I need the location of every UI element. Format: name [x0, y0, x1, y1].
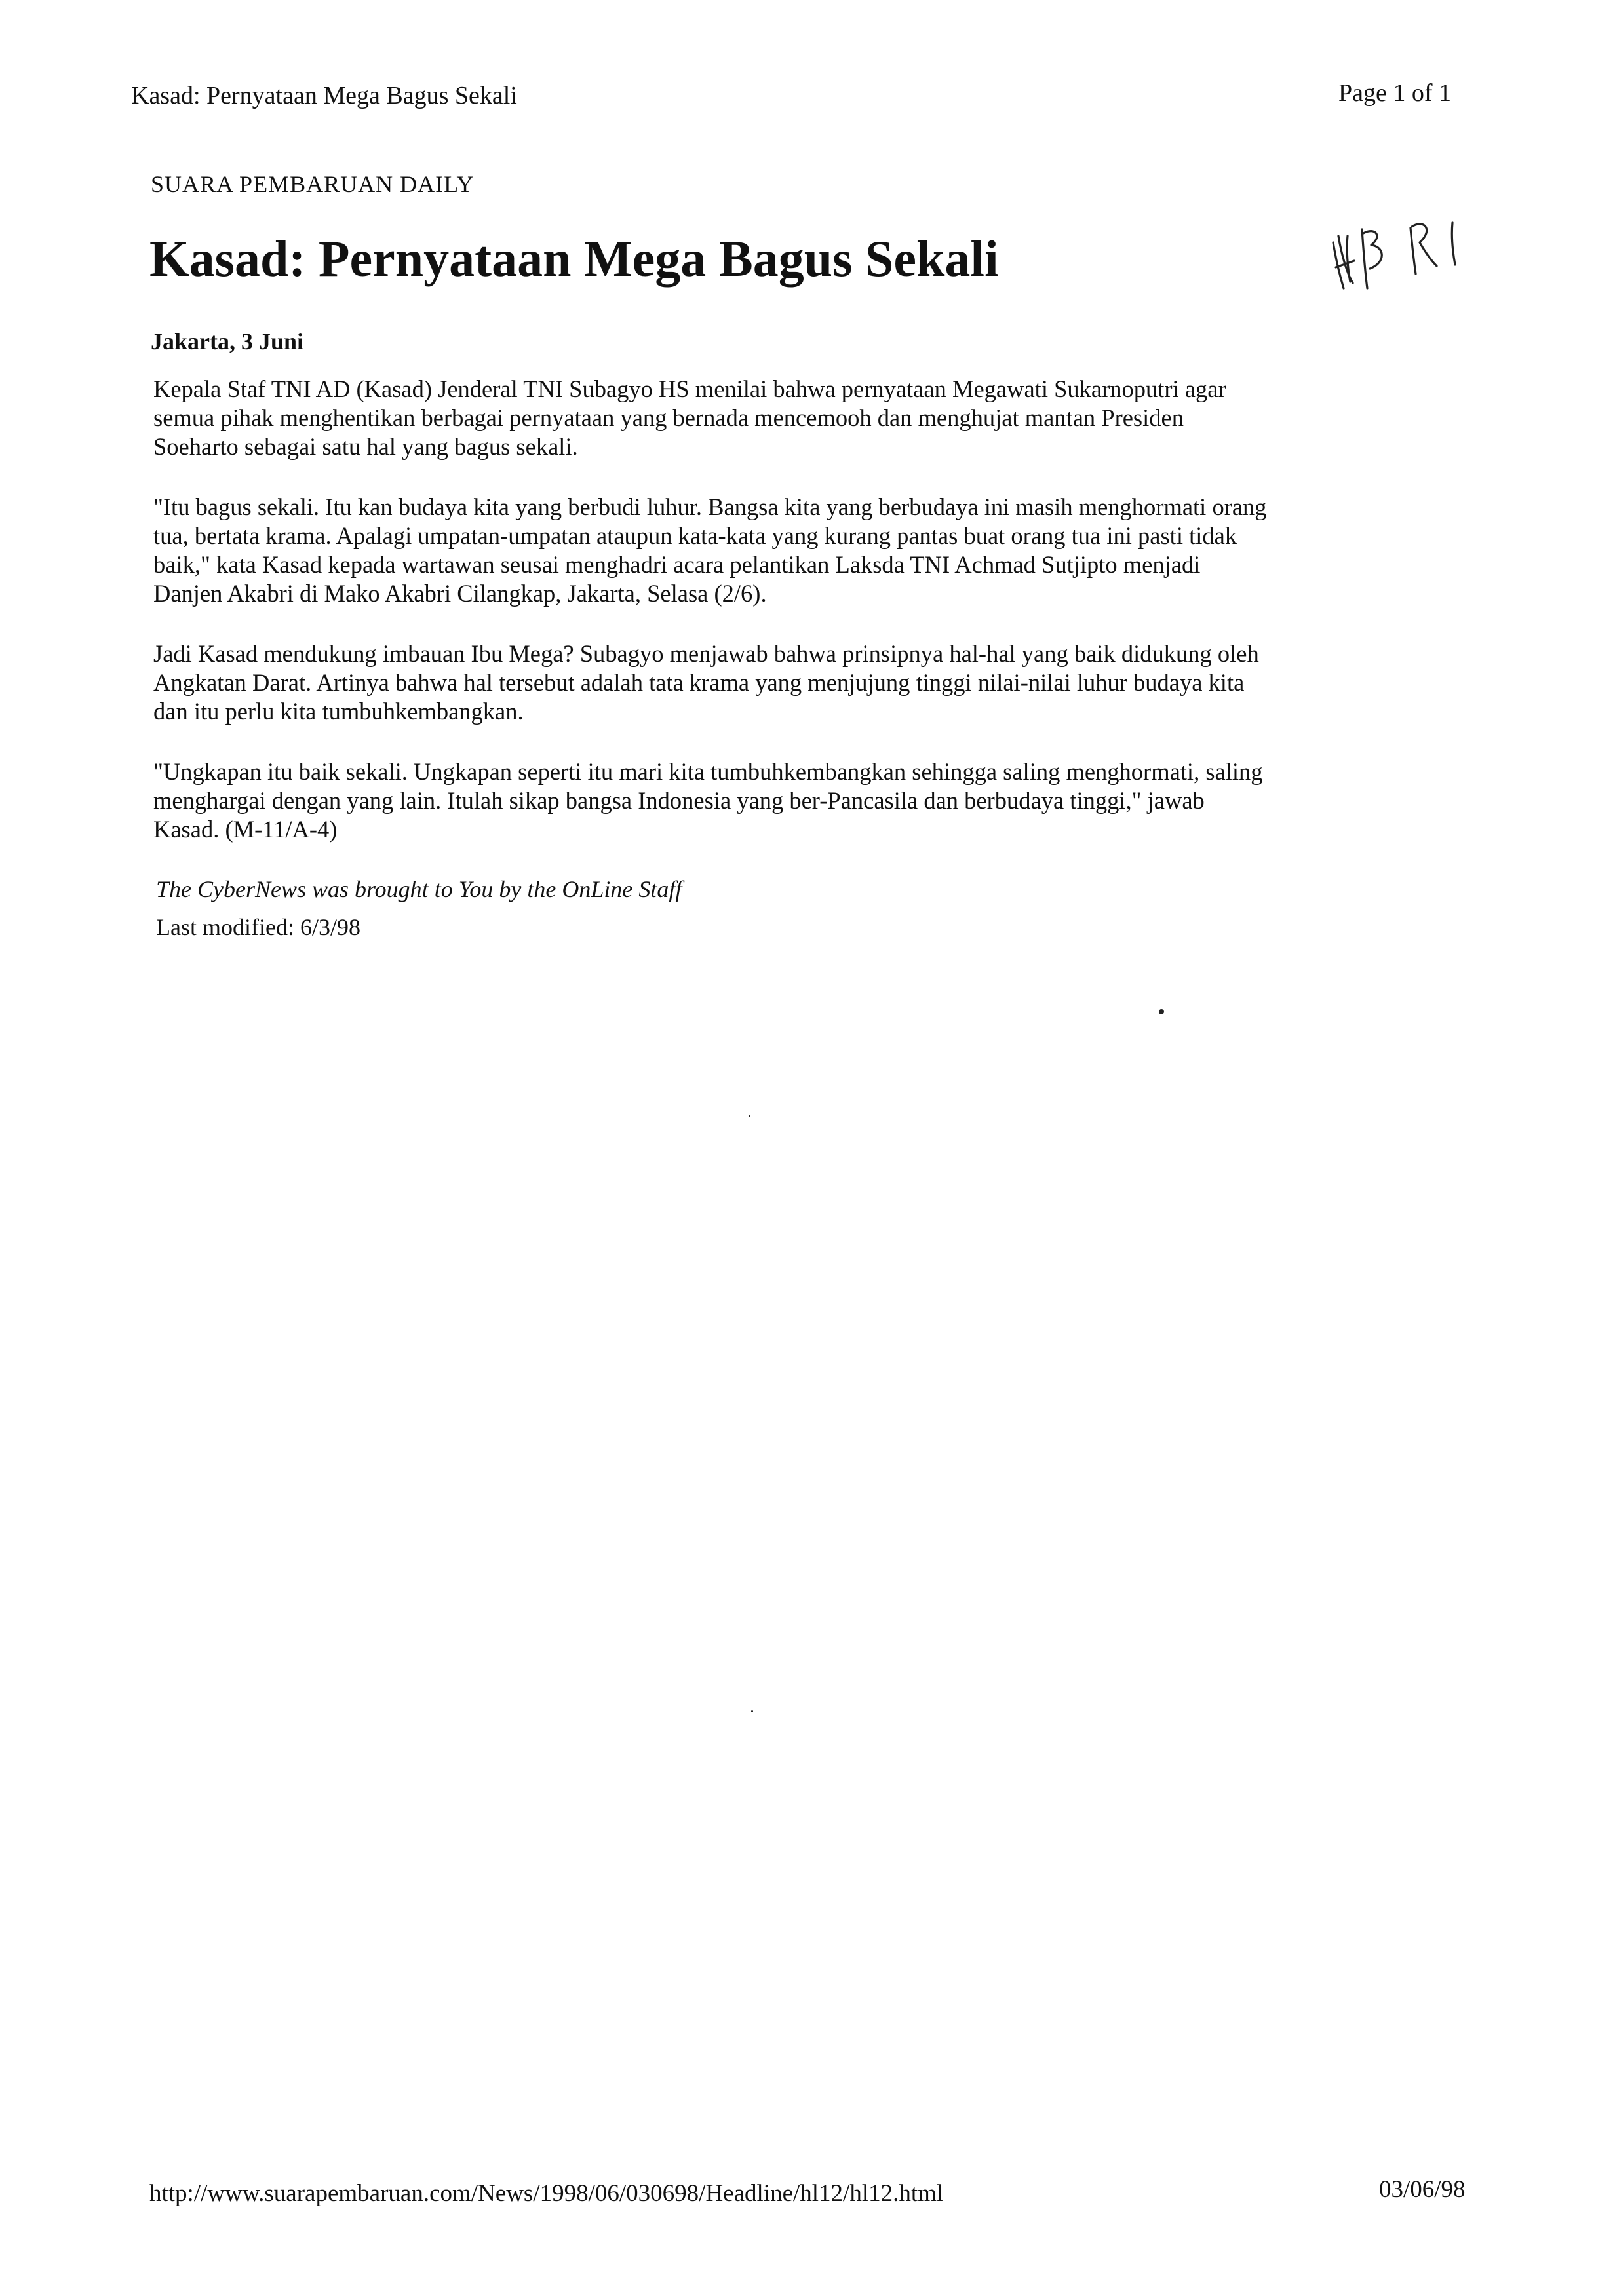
article-body	[153, 375, 1464, 875]
text-line: menghargai dengan yang lain. Itulah sikap bangsa Indonesia yang ber-Pancasila dan berbudaya tinggi," jawab	[153, 787, 1205, 814]
text-line: Jadi Kasad mendukung imbauan Ibu Mega? Subagyo menjawab bahwa prinsipnya hal-hal yang baik didukung oleh	[153, 640, 1259, 667]
scan-speck	[1159, 1009, 1164, 1014]
page-number: Page 1 of 1	[1338, 79, 1452, 107]
page-header-title: Kasad: Pernyataan Mega Bagus Sekali	[131, 82, 517, 109]
handwritten-note	[1324, 197, 1475, 301]
text-line: semua pihak menghentikan berbagai pernyataan yang bernada mencemooh dan menghujat mantan Presiden	[153, 404, 1184, 431]
text-line: "Itu bagus sekali. Itu kan budaya kita yang berbudi luhur. Bangsa kita yang berbudaya ini masih menghormati orang	[153, 493, 1267, 520]
scan-speck	[751, 1710, 753, 1712]
source-url: http://www.suarapembaruan.com/News/1998/06/030698/Headline/hl12/hl12.html	[149, 2180, 944, 2207]
article-headline: Kasad: Pernyataan Mega Bagus Sekali	[149, 230, 999, 287]
article-paragraph	[153, 493, 1464, 608]
online-staff-credit: The CyberNews was brought to You by the OnLine Staff	[156, 876, 682, 902]
text-line: "Ungkapan itu baik sekali. Ungkapan seperti itu mari kita tumbuhkembangkan sehingga saling menghormati, saling	[153, 758, 1263, 785]
text-line: Kasad. (M-11/A-4)	[153, 816, 338, 843]
article-paragraph	[153, 640, 1464, 726]
scan-speck	[749, 1115, 750, 1117]
text-line: baik," kata Kasad kepada wartawan seusai menghadri acara pelantikan Laksda TNI Achmad Sutjipto menjadi	[153, 551, 1201, 578]
article-paragraph	[153, 757, 1464, 844]
article-dateline: Jakarta, 3 Juni	[151, 328, 304, 354]
text-line: dan itu perlu kita tumbuhkembangkan.	[153, 698, 524, 725]
print-date: 03/06/98	[1379, 2176, 1466, 2203]
publication-name: SUARA PEMBARUAN DAILY	[151, 171, 475, 197]
text-line: tua, bertata krama. Apalagi umpatan-umpatan ataupun kata-kata yang kurang pantas buat orang tua ini pasti tidak	[153, 522, 1237, 549]
text-line: Soeharto sebagai satu hal yang bagus sekali.	[153, 433, 578, 460]
last-modified: Last modified: 6/3/98	[156, 914, 360, 940]
text-line: Angkatan Darat. Artinya bahwa hal tersebut adalah tata krama yang menjujung tinggi nilai-nilai luhur budaya kita	[153, 669, 1245, 696]
text-line: Kepala Staf TNI AD (Kasad) Jenderal TNI Subagyo HS menilai bahwa pernyataan Megawati Sukarnoputri agar	[153, 375, 1226, 402]
text-line: Danjen Akabri di Mako Akabri Cilangkap, Jakarta, Selasa (2/6).	[153, 580, 767, 607]
article-paragraph	[153, 375, 1464, 461]
